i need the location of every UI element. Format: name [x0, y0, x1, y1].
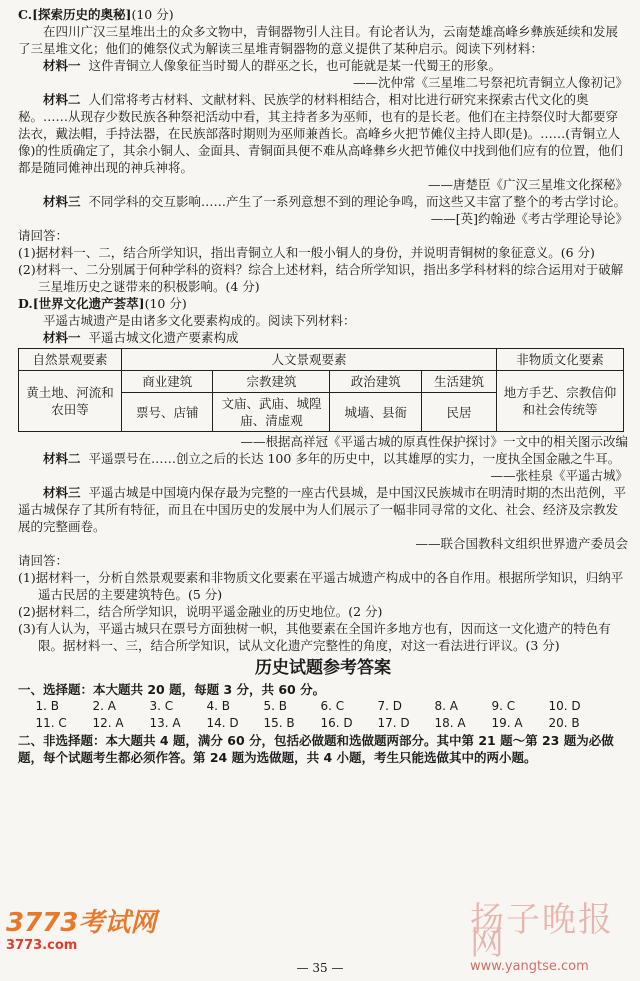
- answer-item: 4. B: [206, 699, 230, 713]
- section-c-heading: [18, 6, 628, 23]
- answers-row-2: [18, 715, 628, 732]
- section-c-material-1: [18, 57, 628, 74]
- watermark-logo-text: 3773考试网: [6, 908, 157, 938]
- answer-item: 1. B: [35, 699, 59, 713]
- material-text: 平遥古城是中国境内保存最为完整的一座古代县城，是中国汉民族城市在明清时期的杰出范例，平遥古城保存了其所有特征，而且在中国历史的发展中为人们展示了一幅非同寻常的文化、社会、经济及宗教发展的完整画卷。: [18, 485, 626, 534]
- table-cell-commerce: 票号、店铺: [122, 393, 213, 432]
- section-d-question-1: (1)据材料一，分析自然景观要素和非物质文化要素在平遥古城遗产构成中的各自作用。根据所学知识，归纳平遥古民居的主要建筑特色。(5 分): [18, 570, 624, 602]
- answers-title: 历史试题参考答案: [255, 658, 391, 678]
- answer-item: 13. A: [149, 716, 181, 730]
- section-d-source-3: ——联合国教科文组织世界遗产委员会: [415, 536, 628, 551]
- section-c-ask: 请回答：: [18, 228, 69, 243]
- table-cell-living: 民居: [421, 393, 496, 432]
- section-c-source-2: ——唐楚臣《广汉三星堆文化探秘》: [427, 177, 628, 192]
- answer-item: 17. D: [377, 716, 410, 730]
- answer-item: 11. C: [35, 716, 67, 730]
- section-d-intro: 平遥古城遗产是由诸多文化要素构成的。阅读下列材料：: [43, 313, 356, 328]
- answers-part-2: 二、非选择题：本大题共 4 题，满分 60 分，包括必做题和选做题两部分。其中第 21 题～第 23 题为必做题，每个试题考生都必须作答。第 24 题为选做题，共 4 小题，考生只能选做其中的两小题。: [18, 733, 614, 765]
- material-text: 这件青铜立人像象征当时蜀人的群巫之长，也可能就是某一代蜀王的形象。: [88, 58, 501, 73]
- section-d-material-3: [18, 484, 628, 535]
- section-c-material-2: [18, 91, 628, 176]
- answer-item: 12. A: [92, 716, 124, 730]
- section-c-intro: 在四川广汉三星堆出土的众多文物中，青铜器物引人注目。有论者认为，云南楚雄高峰乡彝族延续和发展了三星堆文化；他们的傩祭仪式为解读三星堆青铜器物的意义提供了某种启示。阅读下列材料：: [18, 24, 619, 56]
- answer-item: 20. B: [548, 716, 580, 730]
- answer-item: 16. D: [320, 716, 353, 730]
- watermark-url: www.yangtse.com: [470, 959, 589, 974]
- answer-item: 14. D: [206, 716, 239, 730]
- table-header-human: 人文景观要素: [122, 349, 497, 371]
- section-d-source-1: ——根据高祥冠《平遥古城的原真性保护探讨》一文中的相关图示改编: [240, 434, 628, 449]
- section-c-source-3: ——[英]约翰逊《考古学理论导论》: [430, 211, 628, 226]
- section-c-source-1: ——沈仲常《三星堆二号祭祀坑青铜立人像初记》: [352, 75, 628, 90]
- table-subheader-living: 生活建筑: [421, 371, 496, 393]
- answer-item: 7. D: [377, 699, 403, 713]
- watermark-url: 3773.com: [6, 938, 78, 953]
- material-label: 材料一: [43, 58, 81, 73]
- table-subheader-politics: 政治建筑: [330, 371, 421, 393]
- material-label: 材料二: [43, 451, 81, 466]
- section-c-question-2: (2)材料一、二分别属于何种学科的资料？综合上述材料，结合所学知识，指出多学科材料的综合运用对于破解三星堆历史之谜带来的积极影响。(4 分): [18, 262, 624, 294]
- watermark-3773-logo: [6, 908, 157, 954]
- material-text: 人们常将考古材料、文献材料、民族学的材料相结合，相对比进行研究来探索古代文化的奥秘。……从现存少数民族各种祭祀活动中看，其主持者多为巫师，也有的是长老。他们在主持祭仪时大都要穿法衣，戴法帽，手持法器，在民族部落时期则为巫师兼酋长。高峰乡火把节傩仪主持人即(是)。……(青铜立人像)的性质确定了，其余小铜人、金面具、青铜面具便不难从高峰彝乡火把节傩仪中找到他们应有的位置，他们都是随同傩神出现的神兵神将。: [18, 92, 623, 175]
- section-d-title: [世界文化遗产荟萃]: [32, 296, 145, 311]
- answer-item: 18. A: [434, 716, 466, 730]
- section-c-material-3: [18, 193, 628, 210]
- answers-row-1: [18, 698, 628, 715]
- material-label: 材料三: [43, 485, 81, 500]
- watermark-logo-text: 扬子晚报网: [470, 900, 614, 963]
- heritage-elements-table: [18, 348, 624, 432]
- section-d-material-1: [18, 329, 628, 346]
- table-cell-religion: 文庙、武庙、城隍庙、清虚观: [213, 393, 330, 432]
- table-header-natural: 自然景观要素: [19, 349, 122, 371]
- table-cell-natural: 黄土地、河流和农田等: [19, 371, 122, 432]
- answer-item: 19. A: [491, 716, 523, 730]
- section-c-question-1: (1)据材料一、二，结合所学知识，指出青铜立人和一般小铜人的身份，并说明青铜树的象征意义。(6 分): [18, 245, 595, 260]
- answer-item: 3. C: [149, 699, 174, 713]
- section-c-points: (10 分): [131, 7, 174, 22]
- answer-item: 8. A: [434, 699, 458, 713]
- answers-part-1: 一、选择题：本大题共 20 题，每题 3 分，共 60 分。: [18, 682, 326, 697]
- answer-item: 5. B: [263, 699, 287, 713]
- section-d-label: D.: [18, 296, 33, 311]
- section-d-ask: 请回答：: [18, 553, 69, 568]
- answer-item: 9. C: [491, 699, 516, 713]
- material-label: 材料三: [43, 194, 81, 209]
- material-text: 不同学科的交互影响……产生了一系列意想不到的理论争鸣，而这些又丰富了整个的考古学讨论。: [88, 194, 626, 209]
- section-d-points: (10 分): [144, 296, 187, 311]
- section-d-question-3: (3)有人认为，平遥古城只在票号方面独树一帜，其他要素在全国许多地方也有，因而这一文化遗产的特色有限。据材料一、三，结合所学知识，试从文化遗产完整性的角度，对这一看法进行评议。(3 分): [18, 621, 611, 653]
- answer-item: 6. C: [320, 699, 345, 713]
- section-d-heading: [18, 295, 628, 312]
- exam-page: [18, 6, 628, 766]
- answer-item: 15. B: [263, 716, 295, 730]
- table-subheader-commerce: 商业建筑: [122, 371, 213, 393]
- section-d-material-2: [18, 450, 628, 467]
- material-text: 平遥票号在……创立之后的长达 100 多年的历史中，以其雄厚的实力，一度执全国金融之牛耳。: [88, 451, 621, 466]
- table-cell-politics: 城墙、县衙: [330, 393, 421, 432]
- section-d-question-2: (2)据材料二，结合所学知识，说明平遥金融业的历史地位。(2 分): [18, 604, 383, 619]
- answer-item: 2. A: [92, 699, 116, 713]
- section-c-label: C.: [18, 7, 33, 22]
- material-label: 材料二: [43, 92, 81, 107]
- page-number: — 35 —: [296, 961, 344, 975]
- table-header-intangible: 非物质文化要素: [497, 349, 624, 371]
- table-subheader-religion: 宗教建筑: [213, 371, 330, 393]
- material-text: 平遥古城文化遗产要素构成: [88, 330, 239, 345]
- table-cell-intangible: 地方手艺、宗教信仰和社会传统等: [497, 371, 624, 432]
- section-d-source-2: ——张桂泉《平遥古城》: [490, 468, 628, 483]
- material-label: 材料一: [43, 330, 81, 345]
- section-c-title: [探索历史的奥秘]: [32, 7, 132, 22]
- answer-item: 10. D: [548, 699, 581, 713]
